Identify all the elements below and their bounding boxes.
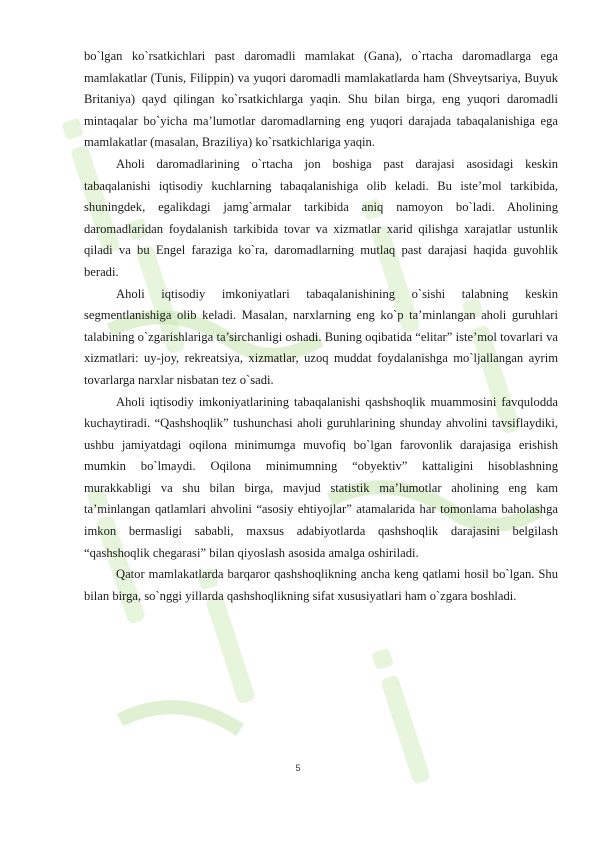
paragraph-income-stratification: Aholi daromadlarining o`rtacha jon boshiga past darajasi asosidagi keskin tabaqalanishi iqtisodiy kuchlarning tabaqalanishiga olib keladi. Bu iste’mol tarkibida, shuningdek, egalikdagi jamg`armalar tarkibida aniq namoyon bo`ladi. Aholining daromadlaridan foydalanish tarkibida tovar va xizmatlar xarid qilishga xarajatlar ustunlik qiladi va bu Engel faraziga ko`ra, daromadlarning mutlaq past darajasi haqida guvohlik beradi. — [84, 156, 558, 279]
page-number: 5 — [295, 763, 301, 773]
paragraph-poverty: Aholi iqtisodiy imkoniyatlarining tabaqalanishi qashshoqlik muammosini favqulodda kuchaytiradi. “Qashshoqlik” tushunchasi aholi guruhlarining shunday ahvolini tavsiflaydiki, ushbu jamiyatdagi oqilona minimumga muvofiq bo`lgan farovonlik darajasiga erishish mumkin bo`lmaydi. Oqilona minimumning “obyektiv” kattaligini hisoblashning murakkabligi va shu bilan birga, mavjud statistik ma’lumotlar aholining eng kam ta’minlangan qatlamlari ahvolini “asosiy ehtiyojlar” atamalarida har tomonlama baholashga imkon bermasligi sababli, maxsus adabiyotlarda qashshoqlik darajasini belgilash “qashshoqlik chegarasi” bilan qiyoslash asosida amalga oshiriladi. — [84, 394, 558, 560]
paragraph-demand-segmentation: Aholi iqtisodiy imkoniyatlari tabaqalanishining o`sishi talabning keskin segmentlanishiga olib keladi. Masalan, narxlarning eng ko`p ta’minlangan aholi guruhlari talabining o`zgarishlariga ta’sirchanligi oshadi. Buning oqibatida “elitar” iste’mol tovarlari va xizmatlari: uy-joy, rekreatsiya, xizmatlar, uzoq muddat foydalanishga mo`ljallangan ayrim tovarlarga narxlar nisbatan tez o`sadi. — [84, 286, 558, 387]
paragraph-continuation: bo`lgan ko`rsatkichlari past daromadli mamlakat (Gana), o`rtacha daromadlarga ega mamlakatlar (Tunis, Filippin) va yuqori daromadli mamlakatlarda ham (Shveytsariya, Buyuk Britaniya) qayd qilingan ko`rsatkichlarga yaqin. Shu bilan birga, eng yuqori daromadli mintaqalar bo`yicha ma’lumotlar daromadlarning eng yuqori darajada tabaqalanishiga ega mamlakatlar (masalan, Braziliya) ko`rsatkichlariga yaqin. — [84, 49, 558, 150]
body-text — [84, 46, 558, 607]
watermark-swirl-3 — [120, 707, 240, 730]
paragraph-poverty-layer: Qator mamlakatlarda barqaror qashshoqlikning ancha keng qatlami hosil bo`lgan. Shu bilan birga, so`nggi yillarda qashshoqlikning sifat xususiyatlari ham o`zgara boshladi. — [84, 567, 558, 603]
